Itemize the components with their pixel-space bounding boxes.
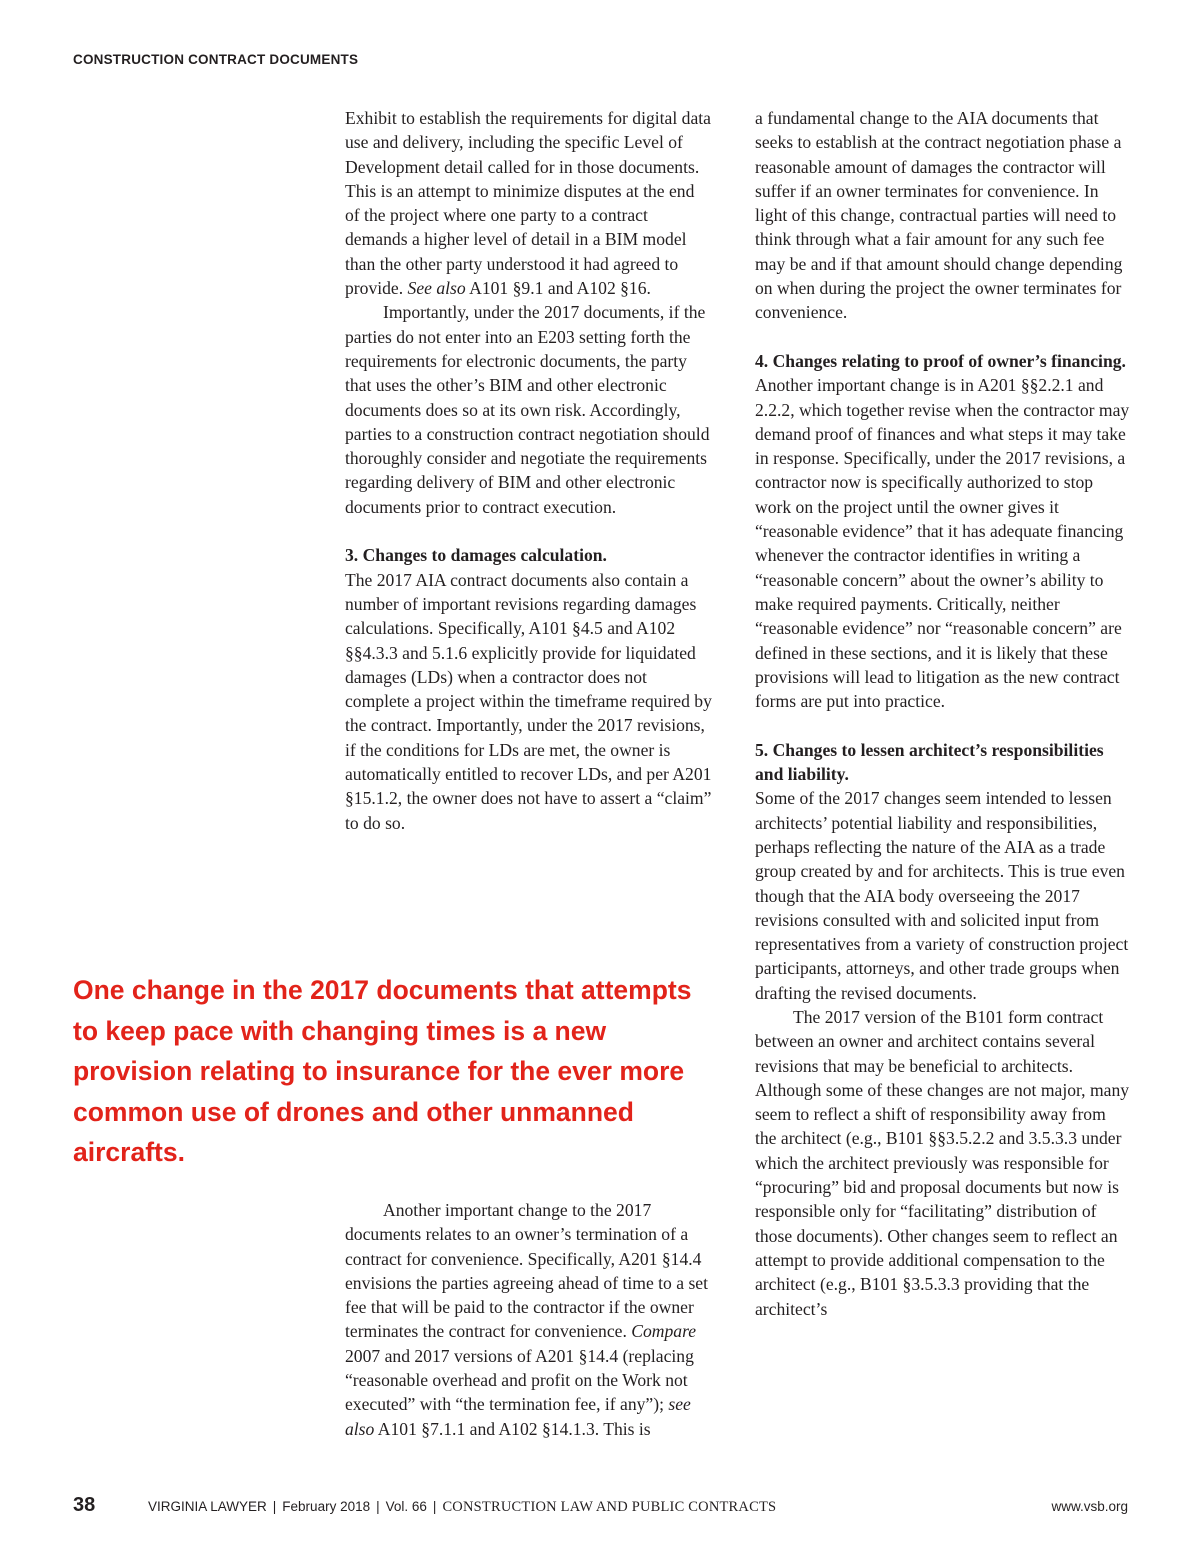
page-number: 38 [73,1494,96,1516]
paragraph: Some of the 2017 changes seem intended to lessen architects’ potential liability and responsibilities, perhaps reflecting the nature of the AIA as a trade group created by and for architects. This is true even though that the AIA body overseeing the 2017 revisions consulted with and solicited input from representatives from a variety of construction project participants, attorneys, and other trade groups when drafting the revised documents. [755,788,1129,1003]
section-heading: 4. Changes relating to proof of owner’s financing. [755,350,1126,371]
section-name: CONSTRUCTION LAW AND PUBLIC CONTRACTS [442,1499,777,1515]
running-head: CONSTRUCTION CONTRACT DOCUMENTS [73,52,359,67]
paragraph: Importantly, under the 2017 documents, if the parties do not enter into an E203 setting forth the requirements for electronic documents, the party that uses the other’s BIM and other electronic documents does so at its own risk. Accordingly, parties to a construction contract negotiation should thoroughly consider and negotiate the requirements regarding delivery of BIM and other electronic documents prior to contract execution. [345,302,710,517]
paragraph: The 2017 AIA contract documents also contain a number of important revisions regarding damages calculations. Specifically, A101 §4.5 and A102 §§4.3.3 and 5.1.6 explicitly provide for liquidated damages (LDs) when a contractor does not complete a project within the timeframe required by the contract. Importantly, under the 2017 revisions, if the conditions for LDs are met, the owner is automatically entitled to recover LDs, and per A201 §15.1.2, the owner does not have to assert a “claim” to do so. [345,569,712,833]
article-column-left-top [345,106,713,835]
separator: | [432,1499,437,1514]
paragraph: Exhibit to establish the requirements for digital data use and delivery, including the specific Level of Development detail called for in those documents. This is an attempt to minimize disputes at the end of the project where one party to a contract demands a higher level of detail in a BIM model than the other party understood it had agreed to provide. See also A101 §9.1 and A102 §16. [345,108,711,299]
issue-date: February 2018 [282,1499,371,1514]
folio [148,1499,776,1516]
volume: Vol. 66 [385,1499,427,1514]
separator: | [272,1499,277,1514]
pull-quote: One change in the 2017 documents that attempts to keep pace with changing times is a new provision relating to insurance for the ever more common use of drones and other unmanned aircrafts. [73,975,692,1167]
paragraph: Another important change to the 2017 documents relates to an owner’s termination of a contract for convenience. Specifically, A201 §14.4 envisions the parties agreeing ahead of time to a set fee that will be paid to the contractor if the owner terminates the contract for convenience. Compare 2007 and 2017 versions of A201 §14.4 (replacing “reasonable overhead and profit on the Work not executed” with “the termination fee, if any”); see also A101 §7.1.1 and A102 §14.1.3. This is [345,1200,708,1439]
citation-signal: See also [407,278,466,299]
separator: | [376,1499,380,1514]
citation-signal: see also [345,1394,691,1439]
section-heading: 3. Changes to damages calculation. [345,545,607,566]
paragraph: Another important change is in A201 §§2.2.1 and 2.2.2, which together revise when the contractor may demand proof of finances and what steps it may take in response. Specifically, under the 2017 revisions, a contractor now is specifically authorized to stop work on the project until the owner gives it “reasonable evidence” that it has adequate financing whenever the contractor identifies in writing a “reasonable concern” about the owner’s ability to make required payments. Critically, neither “reasonable evidence” nor “reasonable concern” are defined in these sections, and it is likely that these provisions will lead to litigation as the new contract forms are put into practice. [755,375,1130,712]
page-footer [73,1494,1128,1524]
article-column-left-bottom [345,1198,713,1441]
article-column-right [755,106,1130,1321]
website-link[interactable]: www.vsb.org [1051,1499,1128,1514]
citation-signal: Compare [631,1321,697,1342]
section-heading: 5. Changes to lessen architect’s responsibilities and liability. [755,739,1104,785]
paragraph: a fundamental change to the AIA documents that seeks to establish at the contract negotiation phase a reasonable amount of damages the contractor will suffer if an owner terminates for convenience. In light of this change, contractual parties will need to think through what a fair amount for any such fee may be and if that amount should change depending on when during the project the owner terminates for convenience. [755,108,1123,323]
paragraph: The 2017 version of the B101 form contract between an owner and architect contains several revisions that may be beneficial to architects. Although some of these changes are not major, many seem to reflect a shift of responsibility away from the architect (e.g., B101 §§3.5.2.2 and 3.5.3.3 under which the architect previously was responsible for “procuring” bid and proposal documents but now is responsible only for “facilitating” distribution of those documents). Other changes seem to reflect an attempt to provide additional compensation to the architect (e.g., B101 §3.5.3.3 providing that the architect’s [755,1006,1130,1319]
publication-name: VIRGINIA LAWYER [148,1499,267,1514]
